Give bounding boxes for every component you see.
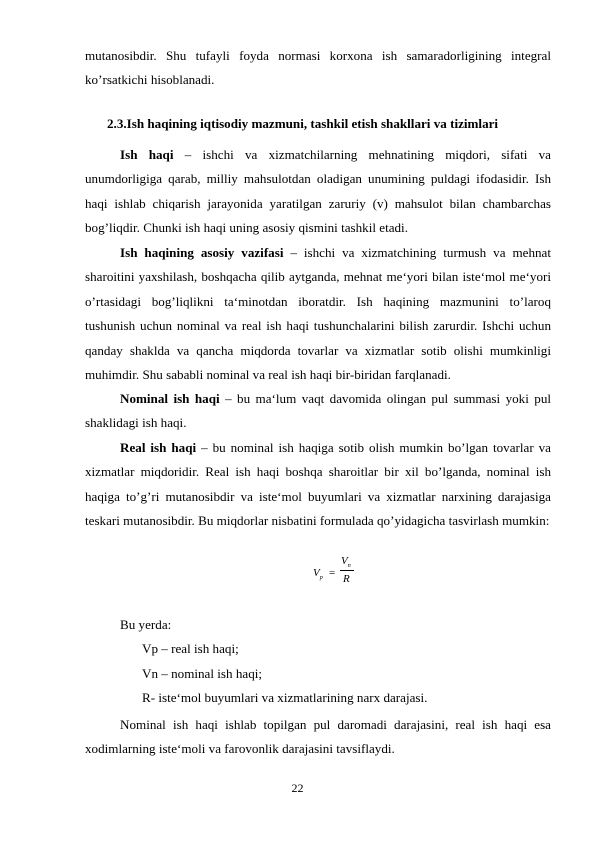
legend-item-vn: Vn – nominal ish haqi; (142, 666, 263, 681)
closing-paragraph (85, 713, 551, 762)
formula-numerator: $V_n$ (341, 555, 351, 570)
intro-paragraph (85, 44, 551, 93)
definition-real-ish-haqi (85, 436, 551, 534)
formula-equals: = (329, 567, 336, 579)
definition-nominal-ish-haqi (85, 387, 551, 436)
term-ish-haqi: Ish haqi (120, 147, 174, 162)
term-asosiy-vazifasi: Ish haqining asosiy vazifasi (120, 245, 284, 260)
formula-fraction-bar (340, 570, 354, 571)
formula-denominator: R (343, 573, 350, 585)
definition-nominal-ish-haqi-text: – bu ma‘lum vaqt davomida olingan pul summasi yoki pul shaklidagi ish haqi. (85, 391, 552, 431)
formula-lhs: $V_p$ (313, 567, 323, 582)
legend-item-vp: Vp – real ish haqi; (142, 641, 239, 656)
definition-asosiy-vazifasi (85, 241, 551, 387)
legend-item-r: R- iste‘mol buyumlari va xizmatlarining narx darajasi. (142, 690, 428, 705)
definition-real-ish-haqi-text: – bu nominal ish haqiga sotib olish mumkin bo’lgan tovarlar va xizmatlar miqdoridir. Real ish haqi boshqa sharoitlar bir xil bo’lganda, nominal ish haqiga to’g’ri mutanosibdir va iste‘mol buyumlari va xizmatlar narxining darajasiga teskari mutanosibdir. Bu miqdorlar nisbatini formulada qo’yidagicha tasvirlash mumkin: (85, 440, 551, 529)
term-real-ish-haqi: Real ish haqi (120, 440, 197, 455)
closing-text: Nominal ish haqi ishlab topilgan pul daromadi darajasini, real ish haqi esa xodimlarning iste‘moli va farovonlik darajasini tavsiflaydi. (85, 717, 551, 757)
legend-intro: Bu yerda: (120, 617, 172, 632)
definition-asosiy-vazifasi-text: – ishchi va xizmatchining turmush va mehnat sharoitini yaxshilash, boshqacha qilib aytganda, mehnat me‘yori bilan iste‘mol me‘yori o’rtasidagi bog’liqlikni ta‘minotdan iboratdir. Ish haqining mazmunini to’laroq tushunish uchun nominal va real ish haqi tushunchalarini bilish zarurdir. Ishchi uchun qanday shaklda va qancha miqdorda tovarlar va xizmatlar sotib olishi mumkinligi muhimdir. Shu sababli nominal va real ish haqi bir-biridan farqlanadi. (85, 245, 551, 383)
real-wage-formula (313, 554, 373, 588)
definition-ish-haqi-text: – ishchi va xizmatchilarning mehnatining miqdori, sifati va unumdorligiga qarab, milliy mahsulotdan oladigan unumining puldagi ifodasidir. Ish haqi ishlab chiqarish jarayonida yaratilgan zaruriy (v) mahsulot bilan chambarchas bog’liqdir. Chunki ish haqi uning asosiy qismini tashkil etadi. (85, 147, 551, 236)
section-heading: 2.3.Ish haqining iqtisodiy mazmuni, tashkil etish shakllari va tizimlari (107, 116, 499, 131)
page-number: 22 (291, 781, 304, 795)
term-nominal-ish-haqi: Nominal ish haqi (120, 391, 220, 406)
definition-ish-haqi (85, 143, 551, 241)
intro-text: mutanosibdir. Shu tufayli foyda normasi korxona ish samaradorligining integral ko’rsatkichi hisoblanadi. (85, 48, 551, 88)
